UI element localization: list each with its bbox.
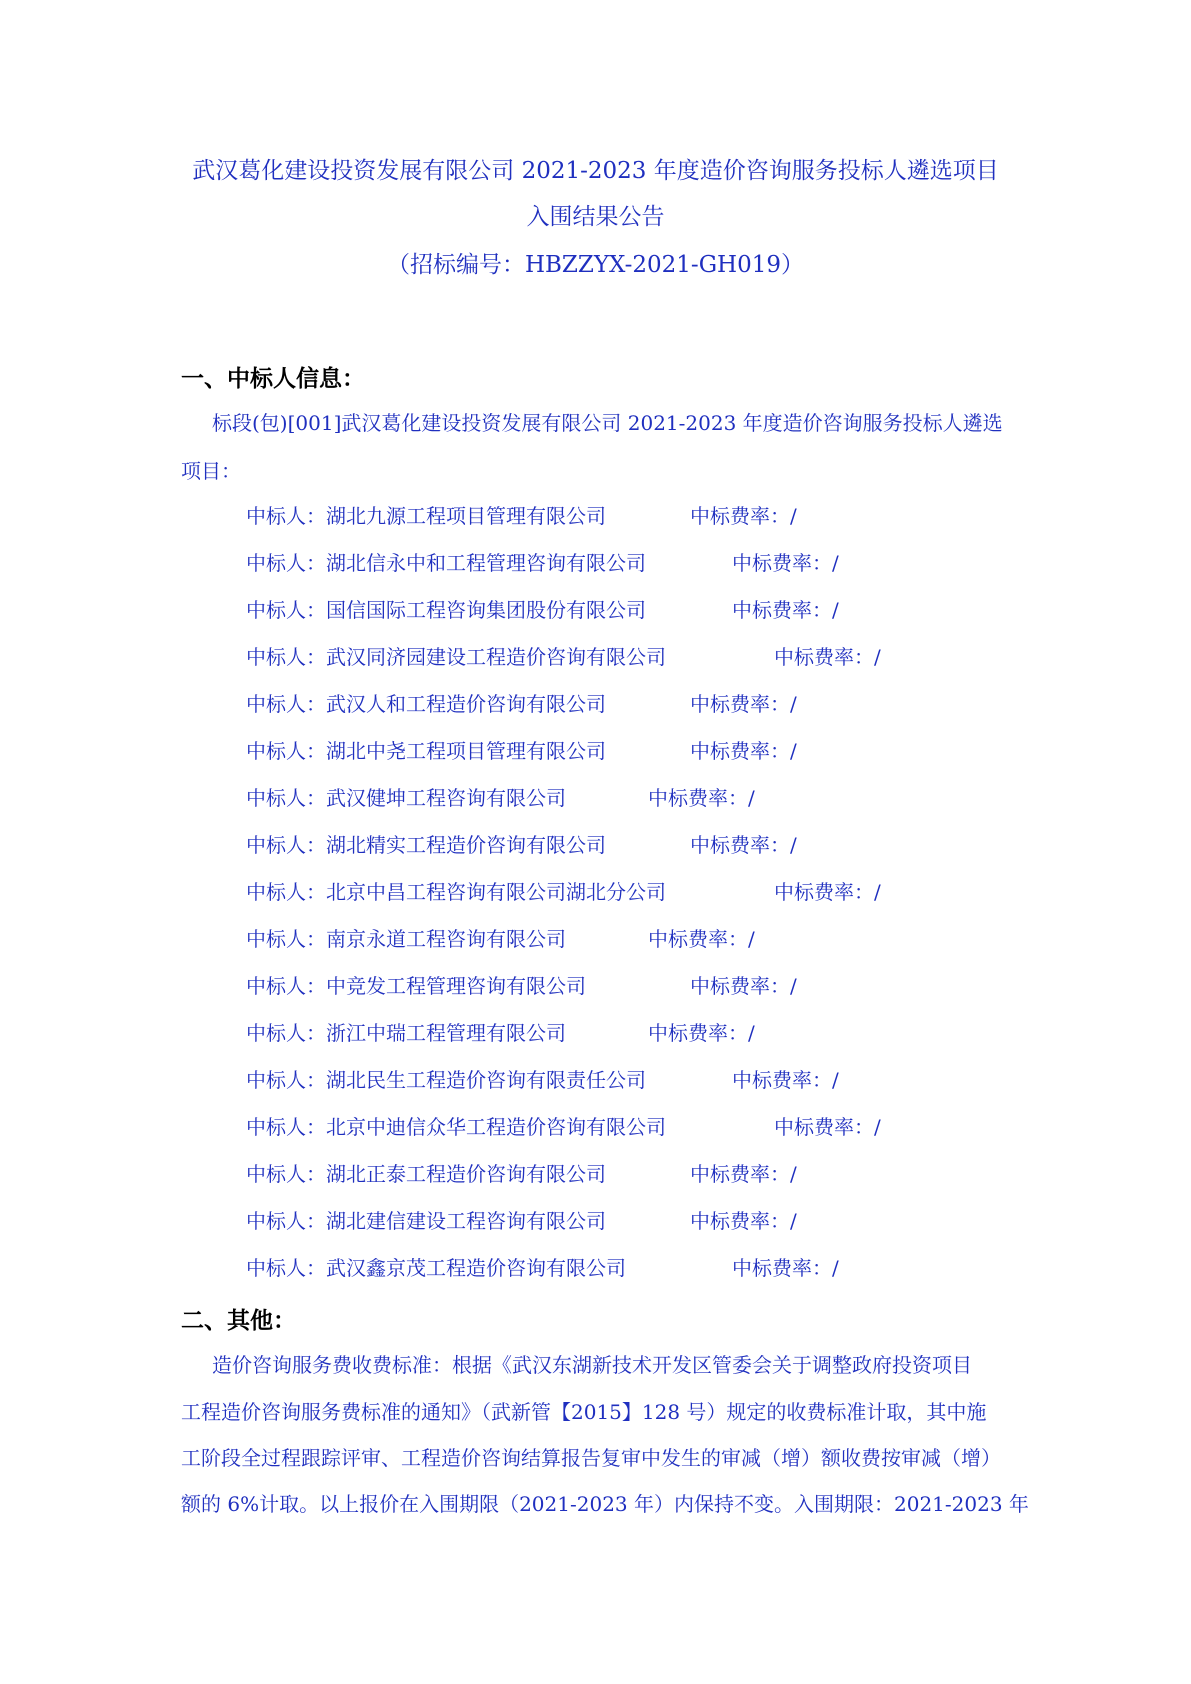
lot-description-cont: 项目： [181,459,241,483]
winner-fee-rate: 中标费率：/ [690,974,797,998]
winner-row [246,1064,839,1094]
winner-row [246,1205,797,1235]
winner-name: 中标人：湖北建信建设工程咨询有限公司 [246,1209,606,1233]
winner-fee-rate: 中标费率：/ [690,833,797,857]
fee-standard-line: 造价咨询服务费收费标准：根据《武汉东湖新技术开发区管委会关于调整政府投资项目 [212,1353,972,1377]
winner-fee-rate: 中标费率：/ [732,1068,839,1092]
winner-fee-rate: 中标费率：/ [690,692,797,716]
winner-row [246,547,839,577]
winner-name: 中标人：湖北正泰工程造价咨询有限公司 [246,1162,606,1186]
winner-name: 中标人：北京中迪信众华工程造价咨询有限公司 [246,1115,666,1139]
winner-row [246,782,755,812]
winner-fee-rate: 中标费率：/ [732,598,839,622]
winner-fee-rate: 中标费率：/ [690,1209,797,1233]
winner-fee-rate: 中标费率：/ [774,880,881,904]
winner-name: 中标人：南京永道工程咨询有限公司 [246,927,566,951]
winner-name: 中标人：武汉健坤工程咨询有限公司 [246,786,566,810]
section-heading-winner-info: 一、中标人信息： [181,366,365,392]
winner-row [246,594,839,624]
winner-name: 中标人：湖北中尧工程项目管理有限公司 [246,739,606,763]
winner-fee-rate: 中标费率：/ [648,927,755,951]
winner-row [246,1017,755,1047]
winner-row [246,641,881,671]
winner-name: 中标人：湖北民生工程造价咨询有限责任公司 [246,1068,646,1092]
winner-name: 中标人：武汉鑫京茂工程造价咨询有限公司 [246,1256,626,1280]
winner-row [246,1252,839,1282]
winner-fee-rate: 中标费率：/ [774,1115,881,1139]
fee-standard-line: 额的 6%计取。以上报价在入围期限（2021-2023 年）内保持不变。入围期限：2021-2023 年 [181,1492,1029,1516]
winner-row [246,876,881,906]
winner-row [246,688,797,718]
document-subtitle: 入围结果公告 [526,204,665,230]
winner-row [246,500,797,530]
winner-fee-rate: 中标费率：/ [732,1256,839,1280]
winner-row [246,923,755,953]
winner-name: 中标人：中竞发工程管理咨询有限公司 [246,974,586,998]
winner-fee-rate: 中标费率：/ [732,551,839,575]
winner-fee-rate: 中标费率：/ [774,645,881,669]
section-heading-other: 二、其他： [181,1308,296,1334]
tender-number: （招标编号：HBZZYX-2021-GH019） [386,252,805,278]
winner-fee-rate: 中标费率：/ [690,739,797,763]
document-title: 武汉葛化建设投资发展有限公司 2021-2023 年度造价咨询服务投标人遴选项目 [192,158,999,184]
winner-name: 中标人：湖北信永中和工程管理咨询有限公司 [246,551,646,575]
winner-name: 中标人：湖北精实工程造价咨询有限公司 [246,833,606,857]
winner-name: 中标人：武汉同济园建设工程造价咨询有限公司 [246,645,666,669]
lot-description: 标段(包)[001]武汉葛化建设投资发展有限公司 2021-2023 年度造价咨询服务投标人遴选 [212,411,1003,435]
winner-name: 中标人：武汉人和工程造价咨询有限公司 [246,692,606,716]
winner-name: 中标人：湖北九源工程项目管理有限公司 [246,504,606,528]
winner-row [246,735,797,765]
winner-row [246,829,797,859]
fee-standard-line: 工程造价咨询服务费标准的通知》（武新管【2015】128 号）规定的收费标准计取，其中施 [181,1400,987,1424]
winner-fee-rate: 中标费率：/ [648,786,755,810]
winner-fee-rate: 中标费率：/ [690,504,797,528]
winner-row [246,1111,881,1141]
winner-row [246,1158,797,1188]
fee-standard-line: 工阶段全过程跟踪评审、工程造价咨询结算报告复审中发生的审减（增）额收费按审减（增） [181,1446,1001,1470]
winner-name: 中标人：浙江中瑞工程管理有限公司 [246,1021,566,1045]
winner-row [246,970,797,1000]
winner-fee-rate: 中标费率：/ [690,1162,797,1186]
winner-name: 中标人：国信国际工程咨询集团股份有限公司 [246,598,646,622]
winner-name: 中标人：北京中昌工程咨询有限公司湖北分公司 [246,880,666,904]
winner-fee-rate: 中标费率：/ [648,1021,755,1045]
